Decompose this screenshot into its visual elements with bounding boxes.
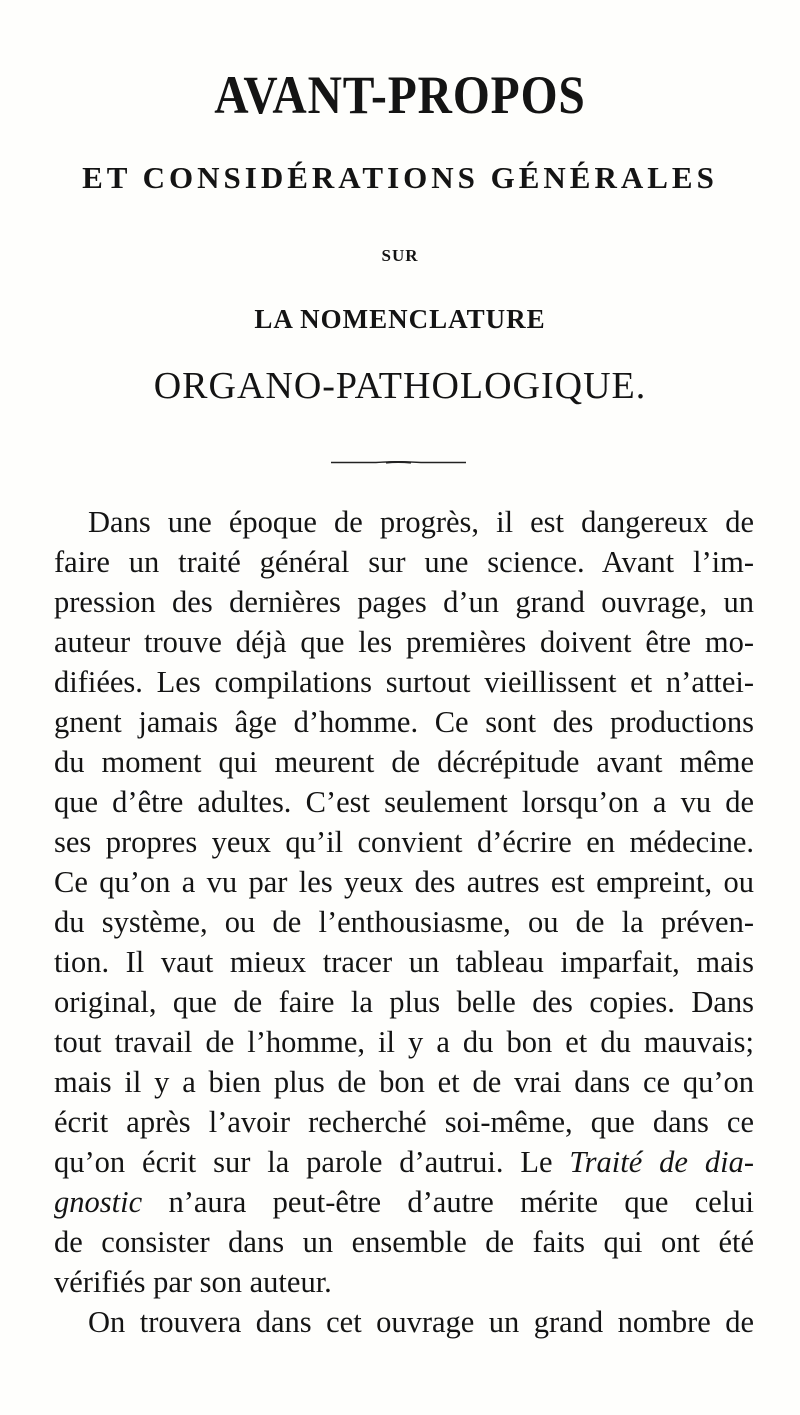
page-title: AVANT-PROPOS [214, 65, 586, 125]
text-line: du moment qui meurent de décrépitude avant même [54, 745, 754, 779]
text-line: auteur trouve déjà que les premières doivent être mo- [54, 625, 754, 659]
title-connector: SUR [381, 246, 419, 265]
text-line: faire un traité général sur une science. Avant l’im- [54, 545, 754, 579]
rule-line [331, 461, 466, 464]
text-line: mais il y a bien plus de bon et de vrai dans ce qu’on [54, 1065, 754, 1099]
text-line: difiées. Les compilations surtout vieillissent et n’attei- [54, 665, 754, 699]
italic-title: gnostic [54, 1185, 143, 1219]
text-line [54, 1142, 754, 1182]
text-line: Ce qu’on a vu par les yeux des autres est empreint, ou [54, 865, 754, 899]
text-line: gnent jamais âge d’homme. Ce sont des productions [54, 705, 754, 739]
text-line: que d’être adultes. C’est seulement lorsqu’on a vu de [54, 785, 754, 819]
text-line: du système, ou de l’enthousiasme, ou de la préven- [54, 905, 754, 939]
text-segment: n’aura peut-être d’autre mérite que celui [142, 1185, 754, 1219]
text-line: tion. Il vaut mieux tracer un tableau imparfait, mais [54, 945, 754, 979]
text-line: tout travail de l’homme, il y a du bon et du mauvais; [54, 1025, 754, 1059]
topic-line-1: LA NOMENCLATURE [254, 304, 546, 334]
italic-title: Traité de dia- [569, 1145, 754, 1179]
text-line: de consister dans un ensemble de faits qui ont été [54, 1225, 754, 1259]
text-line: pression des dernières pages d’un grand ouvrage, un [54, 585, 754, 619]
text-segment: qu’on écrit sur la parole d’autrui. Le [54, 1145, 570, 1179]
text-line: On trouvera dans cet ouvrage un grand nombre de [88, 1305, 754, 1339]
text-line: ses propres yeux qu’il convient d’écrire en médecine. [54, 825, 754, 859]
text-line [54, 1182, 754, 1222]
decorative-rule [331, 461, 466, 464]
text-line: original, que de faire la plus belle des copies. Dans [54, 985, 754, 1019]
text-line: écrit après l’avoir recherché soi-même, que dans ce [54, 1105, 754, 1139]
text-line: vérifiés par son auteur. [54, 1265, 332, 1299]
text-line: Dans une époque de progrès, il est dangereux de [88, 505, 754, 539]
page-subtitle: ET CONSIDÉRATIONS GÉNÉRALES [82, 160, 718, 195]
topic-line-2: ORGANO-PATHOLOGIQUE. [153, 365, 647, 407]
